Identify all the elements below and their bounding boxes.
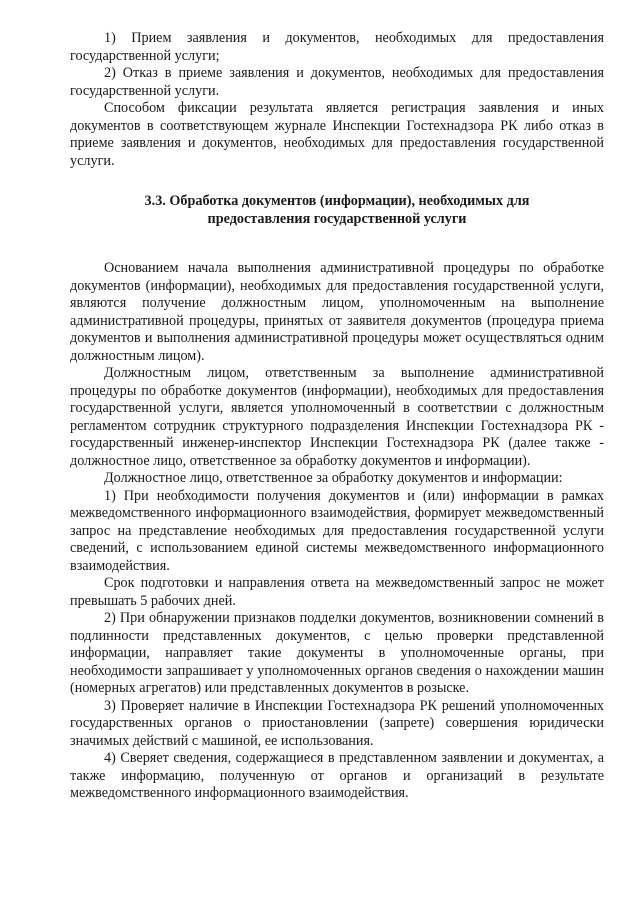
- paragraph: 2) Отказ в приеме заявления и документов, необходимых для предоставления государственной услуги.: [70, 65, 604, 99]
- paragraph: 1) Прием заявления и документов, необходимых для предоставления государственной услуги;: [70, 30, 604, 64]
- paragraph: 2) При обнаружении признаков подделки документов, возникновении сомнений в подлинности представленных документов, с целью проверки представленной информации, направляет такие документы в уполномоченные органы, при необходимости запрашивает у уполномоченных органов сведения о нахождении машин (номерных агрегатов) или представленных документов в розыске.: [70, 610, 604, 696]
- paragraph: Срок подготовки и направления ответа на межведомственный запрос не может превышать 5 рабочих дней.: [70, 575, 604, 609]
- paragraph: 1) При необходимости получения документов и (или) информации в рамках межведомственного информационного взаимодействия, формирует межведомственный запрос на представление необходимых для предоставления государственной услуги сведений, с использованием единой системы межведомственного информационного взаимодействия.: [70, 487, 604, 574]
- paragraph: 3) Проверяет наличие в Инспекции Гостехнадзора РК решений уполномоченных государственных органов о приостановлении (запрете) совершения юридически значимых действий с машиной, ее использования.: [70, 697, 604, 749]
- section-heading: 3.3. Обработка документов (информации), необходимых для предоставления государственной услуги: [144, 193, 530, 227]
- paragraph: Основанием начала выполнения административной процедуры по обработке документов (информации), необходимых для предоставления государственной услуги, являются получение должностным лицом, уполномоченным на выполнение административной процедуры, принятых от заявителя документов (процедура приема документов и выполнения административной процедуры может осуществляться одним должностным лицом).: [70, 260, 604, 364]
- document-page: [70, 30, 604, 803]
- paragraph: Способом фиксации результата является регистрация заявления и иных документов в соответствующем журнале Инспекции Гостехнадзора РК либо отказ в приеме заявления и документов, необходимых для предоставления государственной услуги.: [70, 100, 604, 169]
- paragraph: 4) Сверяет сведения, содержащиеся в представленном заявлении и документах, а также информацию, полученную от органов и организаций в результате межведомственного информационного взаимодействия.: [70, 750, 604, 801]
- paragraph: Должностное лицо, ответственное за обработку документов и информации:: [104, 470, 563, 486]
- paragraph: Должностным лицом, ответственным за выполнение административной процедуры по обработке документов (информации), необходимых для предоставления государственной услуги, является уполномоченный в соответствии с должностным регламентом сотрудник структурного подразделения Инспекции Гостехнадзора РК - государственный инженер-инспектор Инспекции Гостехнадзора РК (далее также - должностное лицо, ответственное за обработку документов и информации).: [70, 365, 604, 469]
